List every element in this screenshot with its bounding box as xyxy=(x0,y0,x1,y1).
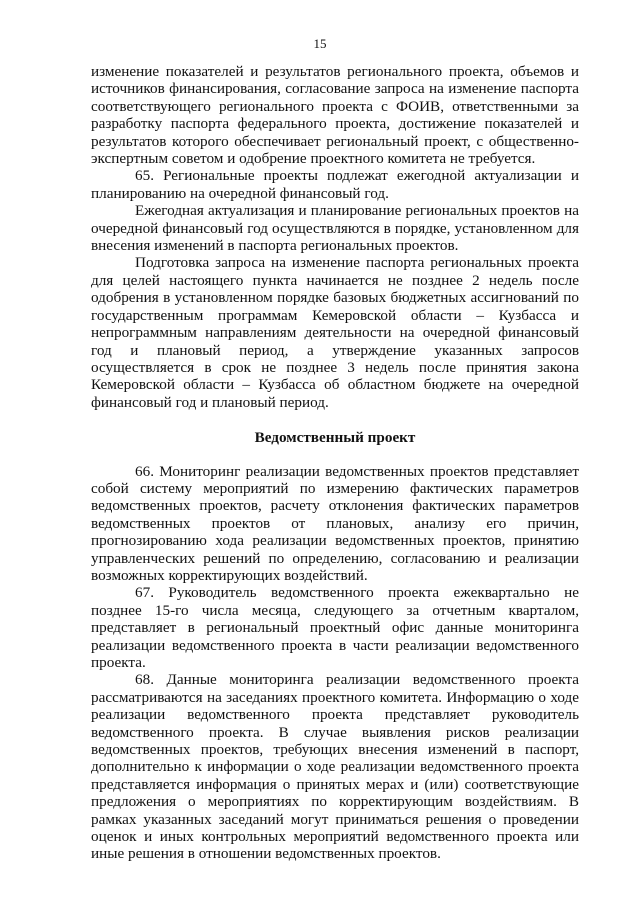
paragraph-66: 66. Мониторинг реализации ведомственных проектов представляет собой систему мероприятий по измерению фактических параметров ведомственных проектов, расчету отклонения фактических параметров ведомственных проектов от плановых, анализу его причин, прогнозированию хода реализации ведомственных проектов, принятию управленческих решений по определению, согласованию и реализации возможных корректирующих воздействий. xyxy=(91,462,579,584)
paragraph-68: 68. Данные мониторинга реализации ведомственного проекта рассматриваются на заседаниях проектного комитета. Информацию о ходе реализации ведомственного проекта представляет руководитель ведомственного проекта. В случае выявления рисков реализации ведомственных проектов, требующих внесения изменений в паспорт, дополнительно к информации о ходе реализации ведомственного проекта представляется информация о принятых мерах и (или) соответствующие предложения о мероприятиях по корректирующим воздействиям. В рамках указанных заседаний могут приниматься решения о проведении оценок и иных контрольных мероприятий ведомственного проекта или иные решения в отношении ведомственных проектов. xyxy=(91,671,579,863)
document-body xyxy=(91,63,579,863)
paragraph-annual-update: Ежегодная актуализация и планирование региональных проектов на очередной финансовый год осуществляются в порядке, установленном для внесения изменений в паспорта региональных проектов. xyxy=(91,202,579,255)
paragraph-request-preparation: Подготовка запроса на изменение паспорта региональных проекта для целей настоящего пункта начинается не позднее 2 недель после одобрения в установленном порядке базовых бюджетных ассигнований по государственным программам Кемеровской области – Кузбасса и непрограммным направлениям деятельности на очередной финансовый год и плановый период, а утверждение указанных запросов осуществляется в срок не позднее 3 недель после принятия закона Кемеровской области – Кузбасса об областном бюджете на очередной финансовый год и плановый период. xyxy=(91,254,579,411)
paragraph-65: 65. Региональные проекты подлежат ежегодной актуализации и планированию на очередной финансовый год. xyxy=(91,167,579,202)
section-heading: Ведомственный проект xyxy=(254,429,416,447)
paragraph-67: 67. Руководитель ведомственного проекта ежеквартально не позднее 15-го числа месяца, следующего за отчетным кварталом, представляет в региональный проектный офис данные мониторинга реализации ведомственного проекта в части реализации ведомственного проекта. xyxy=(91,584,579,671)
page-number: 15 xyxy=(313,36,327,51)
paragraph-continuation: изменение показателей и результатов регионального проекта, объемов и источников финансирования, согласование запроса на изменение паспорта соответствующего регионального проекта с ФОИВ, ответственными за разработку паспорта федерального проекта, достижение показателей и результатов которого обеспечивает региональный проект, с общественно-экспертным советом и одобрение проектного комитета не требуется. xyxy=(91,63,579,168)
